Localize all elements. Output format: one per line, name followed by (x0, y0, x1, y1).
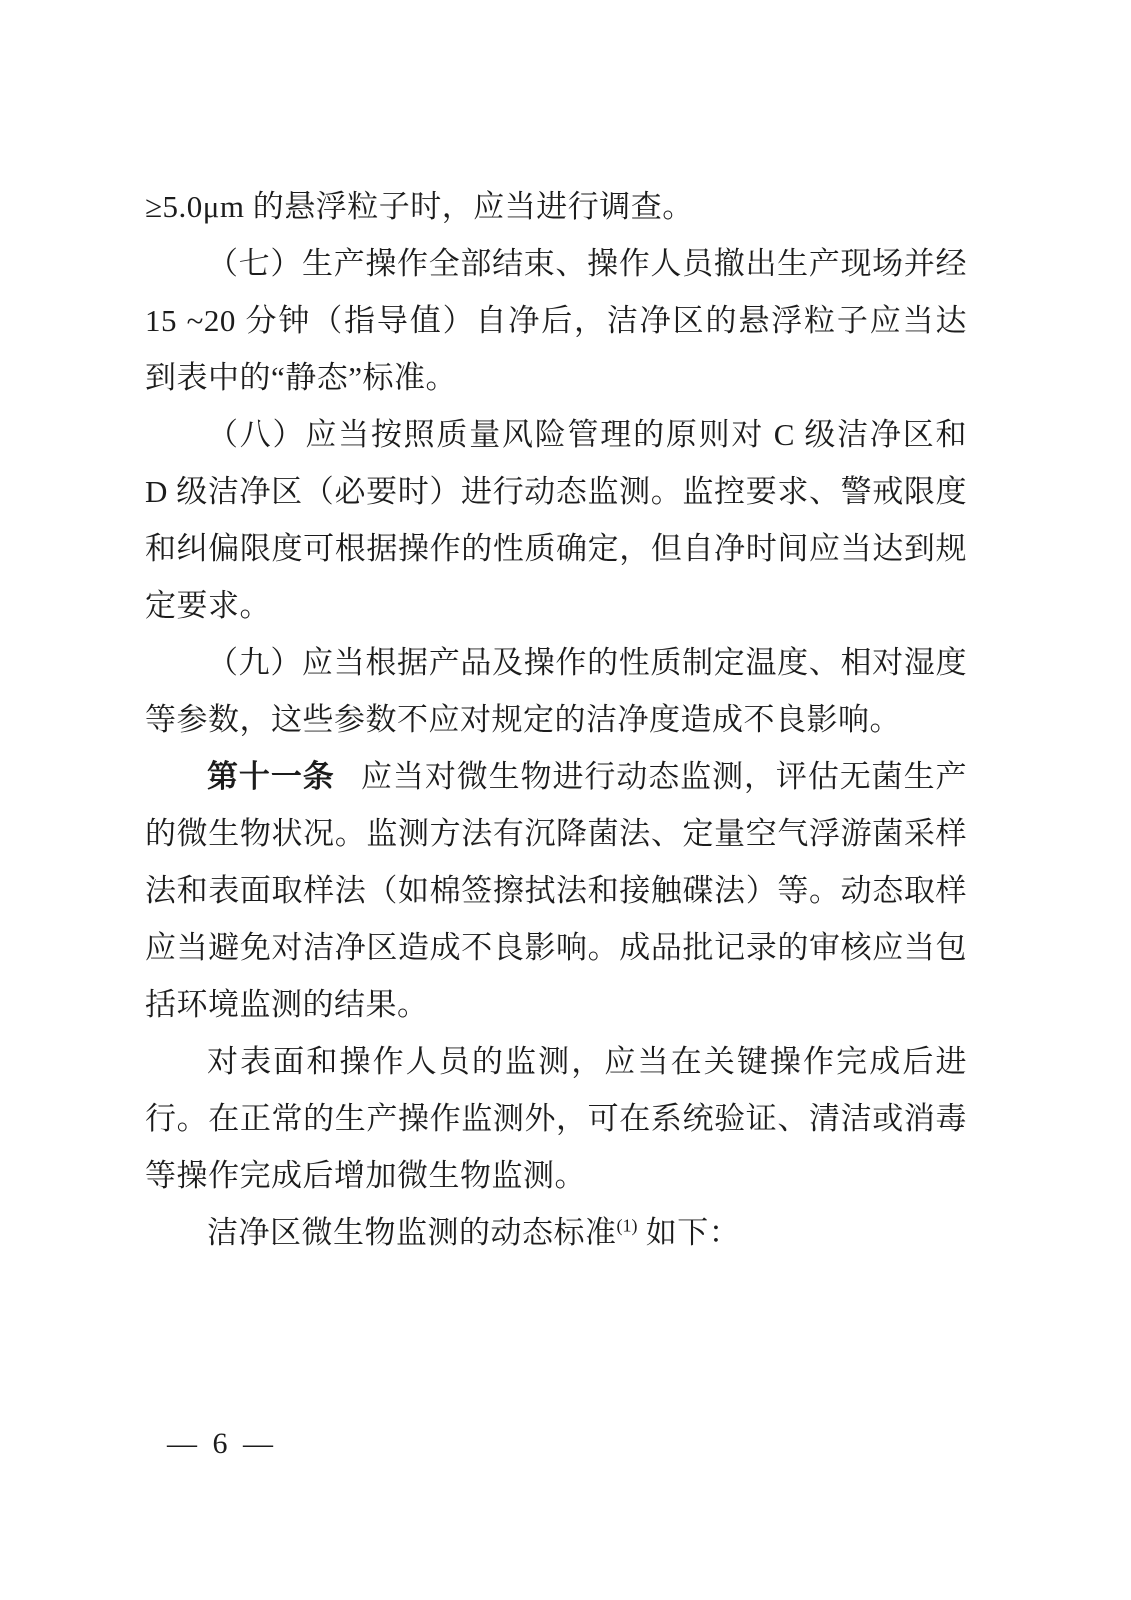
document-body (145, 178, 967, 1261)
paragraph-clause-9 (145, 634, 967, 748)
paragraph-text: （九）应当根据产品及操作的性质制定温度、相对湿度等参数，这些参数不应对规定的洁净度造成不良影响。 (145, 645, 967, 737)
paragraph-continuation (145, 178, 967, 235)
paragraph-surface-monitoring (145, 1033, 967, 1204)
paragraph-text: ≥5.0μm 的悬浮粒子时，应当进行调查。 (145, 189, 694, 224)
paragraph-article-11 (145, 748, 967, 1033)
paragraph-text: （七）生产操作全部结束、操作人员撤出生产现场并经 15 ~20 分钟（指导值）自净后，洁净区的悬浮粒子应当达到表中的“静态”标准。 (145, 246, 967, 395)
paragraph-text: 对表面和操作人员的监测，应当在关键操作完成后进行。在正常的生产操作监测外，可在系统验证、清洁或消毒等操作完成后增加微生物监测。 (145, 1044, 967, 1193)
paragraph-clause-8 (145, 406, 967, 634)
paragraph-text: 洁净区微生物监测的动态标准 (207, 1215, 617, 1250)
article-number-bold: 第十一条 (207, 759, 335, 794)
paragraph-dynamic-standard-intro (145, 1204, 967, 1261)
paragraph-text: 应当对微生物进行动态监测，评估无菌生产的微生物状况。监测方法有沉降菌法、定量空气浮游菌采样法和表面取样法（如棉签擦拭法和接触碟法）等。动态取样应当避免对洁净区造成不良影响。成品批记录的审核应当包括环境监测的结果。 (145, 759, 968, 1022)
paragraph-clause-7 (145, 235, 967, 406)
page-number-text: — 6 — (167, 1427, 277, 1460)
footnote-reference: (1) (616, 1215, 638, 1236)
page-number (167, 1424, 277, 1464)
paragraph-text: （八）应当按照质量风险管理的原则对 C 级洁净区和 D 级洁净区（必要时）进行动态监测。监控要求、警戒限度和纠偏限度可根据操作的性质确定，但自净时间应当达到规定要求。 (145, 417, 967, 623)
paragraph-text: 如下： (637, 1215, 741, 1250)
